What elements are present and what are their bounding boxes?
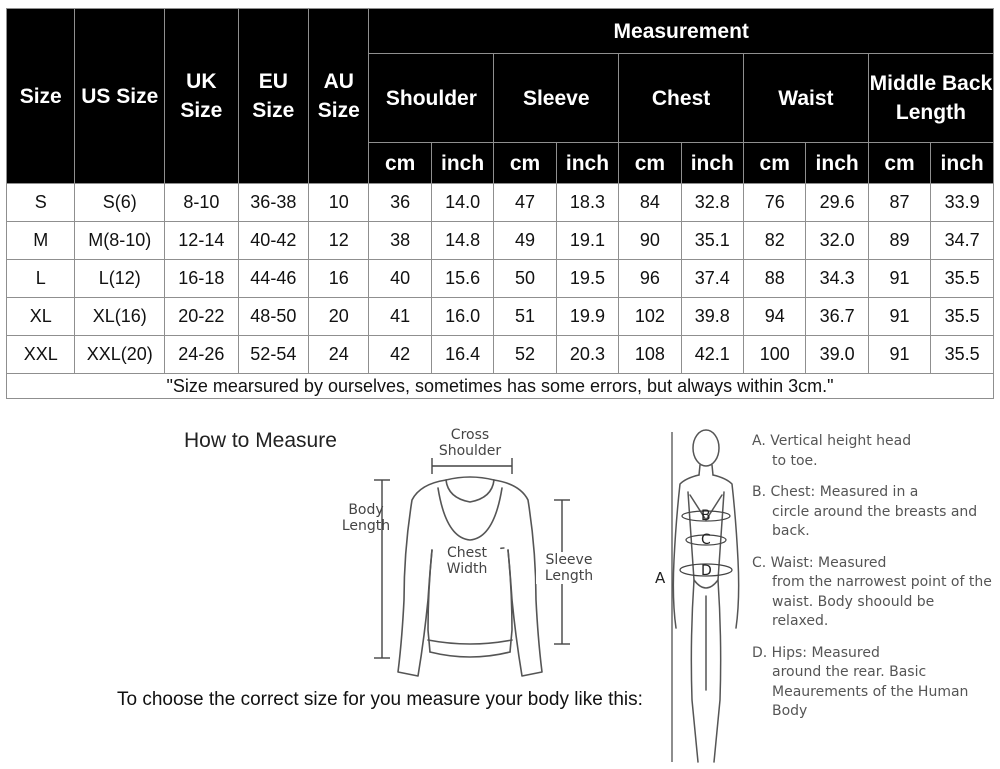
table-body bbox=[7, 184, 994, 374]
table-cell: 84 bbox=[619, 184, 681, 222]
header-middle-back-length: Middle Back Length bbox=[868, 54, 993, 143]
table-cell: 33.9 bbox=[931, 184, 994, 222]
table-cell: L(12) bbox=[75, 260, 165, 298]
unit-header: inch bbox=[931, 143, 994, 184]
table-cell: 36.7 bbox=[806, 298, 868, 336]
table-cell: 52 bbox=[494, 336, 556, 374]
table-cell: 32.0 bbox=[806, 222, 868, 260]
note-head: A. Vertical height head bbox=[752, 433, 912, 449]
table-cell: 52-54 bbox=[238, 336, 308, 374]
table-cell: L bbox=[7, 260, 75, 298]
table-cell: 10 bbox=[309, 184, 369, 222]
table-cell: 19.5 bbox=[556, 260, 618, 298]
table-cell: 36 bbox=[369, 184, 431, 222]
unit-header: inch bbox=[556, 143, 618, 184]
header-au-size: AU Size bbox=[309, 9, 369, 184]
table-cell: S(6) bbox=[75, 184, 165, 222]
table-cell: 20.3 bbox=[556, 336, 618, 374]
table-cell: 49 bbox=[494, 222, 556, 260]
table-cell: 39.8 bbox=[681, 298, 743, 336]
table-cell: 76 bbox=[744, 184, 806, 222]
header-shoulder: Shoulder bbox=[369, 54, 494, 143]
table-cell: 47 bbox=[494, 184, 556, 222]
table-cell: 91 bbox=[868, 298, 930, 336]
table-cell: 29.6 bbox=[806, 184, 868, 222]
table-cell: 82 bbox=[744, 222, 806, 260]
table-cell: 50 bbox=[494, 260, 556, 298]
table-cell: XL bbox=[7, 298, 75, 336]
table-cell: 16.0 bbox=[431, 298, 493, 336]
unit-header: inch bbox=[806, 143, 868, 184]
unit-header: cm bbox=[369, 143, 431, 184]
chest-width-label bbox=[434, 545, 500, 577]
table-cell: S bbox=[7, 184, 75, 222]
table-cell: 24 bbox=[309, 336, 369, 374]
letter-c: C bbox=[701, 532, 711, 548]
how-to-measure-title: How to Measure bbox=[184, 429, 337, 452]
sleeve-length-text: Sleeve Length bbox=[544, 552, 594, 584]
table-row bbox=[7, 336, 994, 374]
unit-header: inch bbox=[681, 143, 743, 184]
unit-header: cm bbox=[868, 143, 930, 184]
table-cell: 88 bbox=[744, 260, 806, 298]
table-cell: 36-38 bbox=[238, 184, 308, 222]
table-cell: 37.4 bbox=[681, 260, 743, 298]
choose-size-text: To choose the correct size for you measure your body like this: bbox=[117, 689, 643, 710]
table-cell: 20-22 bbox=[165, 298, 239, 336]
size-chart-table bbox=[6, 8, 994, 399]
table-cell: 15.6 bbox=[431, 260, 493, 298]
table-cell: 94 bbox=[744, 298, 806, 336]
header-waist: Waist bbox=[744, 54, 869, 143]
table-cell: 42.1 bbox=[681, 336, 743, 374]
table-cell: 35.5 bbox=[931, 298, 994, 336]
table-row bbox=[7, 260, 994, 298]
table-cell: 24-26 bbox=[165, 336, 239, 374]
table-cell: 108 bbox=[619, 336, 681, 374]
header-measurement: Measurement bbox=[369, 9, 994, 54]
table-cell: 100 bbox=[744, 336, 806, 374]
table-cell: 14.8 bbox=[431, 222, 493, 260]
table-cell: 91 bbox=[868, 336, 930, 374]
table-cell: 35.5 bbox=[931, 336, 994, 374]
note-item bbox=[752, 554, 992, 632]
cross-shoulder-text: Cross Shoulder bbox=[438, 427, 502, 459]
table-cell: 51 bbox=[494, 298, 556, 336]
header-chest: Chest bbox=[619, 54, 744, 143]
header-us-size: US Size bbox=[75, 9, 165, 184]
table-cell: 41 bbox=[369, 298, 431, 336]
header-eu-size: EU Size bbox=[238, 9, 308, 184]
table-cell: 34.7 bbox=[931, 222, 994, 260]
unit-header: inch bbox=[431, 143, 493, 184]
table-cell: 38 bbox=[369, 222, 431, 260]
table-cell: XXL bbox=[7, 336, 75, 374]
table-cell: 35.5 bbox=[931, 260, 994, 298]
table-cell: 44-46 bbox=[238, 260, 308, 298]
header-size: Size bbox=[7, 9, 75, 184]
table-cell: 20 bbox=[309, 298, 369, 336]
measurement-note: "Size mearsured by ourselves, sometimes has some errors, but always within 3cm." bbox=[7, 374, 994, 399]
letter-b: B bbox=[701, 508, 711, 524]
body-length-label bbox=[336, 502, 396, 534]
table-cell: 48-50 bbox=[238, 298, 308, 336]
header-sleeve: Sleeve bbox=[494, 54, 619, 143]
table-cell: 89 bbox=[868, 222, 930, 260]
table-row bbox=[7, 184, 994, 222]
note-head: D. Hips: Measured bbox=[752, 644, 880, 661]
table-cell: 16 bbox=[309, 260, 369, 298]
table-cell: 14.0 bbox=[431, 184, 493, 222]
letter-a: A bbox=[655, 569, 666, 587]
table-cell: 12 bbox=[309, 222, 369, 260]
table-cell: 90 bbox=[619, 222, 681, 260]
note-body: to toe. bbox=[772, 452, 818, 469]
note-head: B. Chest: Measured in a bbox=[752, 484, 919, 500]
unit-header: cm bbox=[744, 143, 806, 184]
table-cell: 12-14 bbox=[165, 222, 239, 260]
letter-d: D bbox=[701, 563, 712, 579]
unit-header: cm bbox=[494, 143, 556, 184]
unit-header: cm bbox=[619, 143, 681, 184]
table-cell: 16-18 bbox=[165, 260, 239, 298]
table-cell: 96 bbox=[619, 260, 681, 298]
table-cell: M bbox=[7, 222, 75, 260]
table-cell: 18.3 bbox=[556, 184, 618, 222]
header-uk-size: UK Size bbox=[165, 9, 239, 184]
body-measure-lines bbox=[672, 432, 732, 762]
note-body: around the rear. Basic Meaurements of the Human Body bbox=[772, 664, 969, 719]
table-row bbox=[7, 222, 994, 260]
table-cell: 40-42 bbox=[238, 222, 308, 260]
table-cell: 8-10 bbox=[165, 184, 239, 222]
table-row bbox=[7, 298, 994, 336]
table-cell: 40 bbox=[369, 260, 431, 298]
note-body: from the narrowest point of the waist. Body shoould be relaxed. bbox=[772, 574, 992, 629]
note-head: C. Waist: Measured bbox=[752, 554, 887, 571]
table-cell: 102 bbox=[619, 298, 681, 336]
table-cell: 39.0 bbox=[806, 336, 868, 374]
sleeve-length-label bbox=[536, 552, 602, 584]
table-cell: XXL(20) bbox=[75, 336, 165, 374]
table-cell: 32.8 bbox=[681, 184, 743, 222]
table-cell: 19.9 bbox=[556, 298, 618, 336]
table-cell: 16.4 bbox=[431, 336, 493, 374]
measurement-notes bbox=[752, 432, 992, 734]
human-figure-icon bbox=[673, 430, 738, 762]
cross-shoulder-label bbox=[430, 427, 510, 459]
table-cell: XL(16) bbox=[75, 298, 165, 336]
table-cell: 91 bbox=[868, 260, 930, 298]
table-cell: 87 bbox=[868, 184, 930, 222]
table-cell: 42 bbox=[369, 336, 431, 374]
note-item bbox=[752, 483, 992, 542]
table-cell: M(8-10) bbox=[75, 222, 165, 260]
note-item bbox=[752, 644, 992, 722]
table-cell: 34.3 bbox=[806, 260, 868, 298]
table-cell: 19.1 bbox=[556, 222, 618, 260]
note-item bbox=[752, 432, 992, 471]
note-body: circle around the breasts and back. bbox=[772, 503, 978, 539]
body-length-text: Body Length bbox=[341, 502, 391, 534]
table-cell: 35.1 bbox=[681, 222, 743, 260]
chest-width-text: Chest Width bbox=[446, 545, 488, 577]
